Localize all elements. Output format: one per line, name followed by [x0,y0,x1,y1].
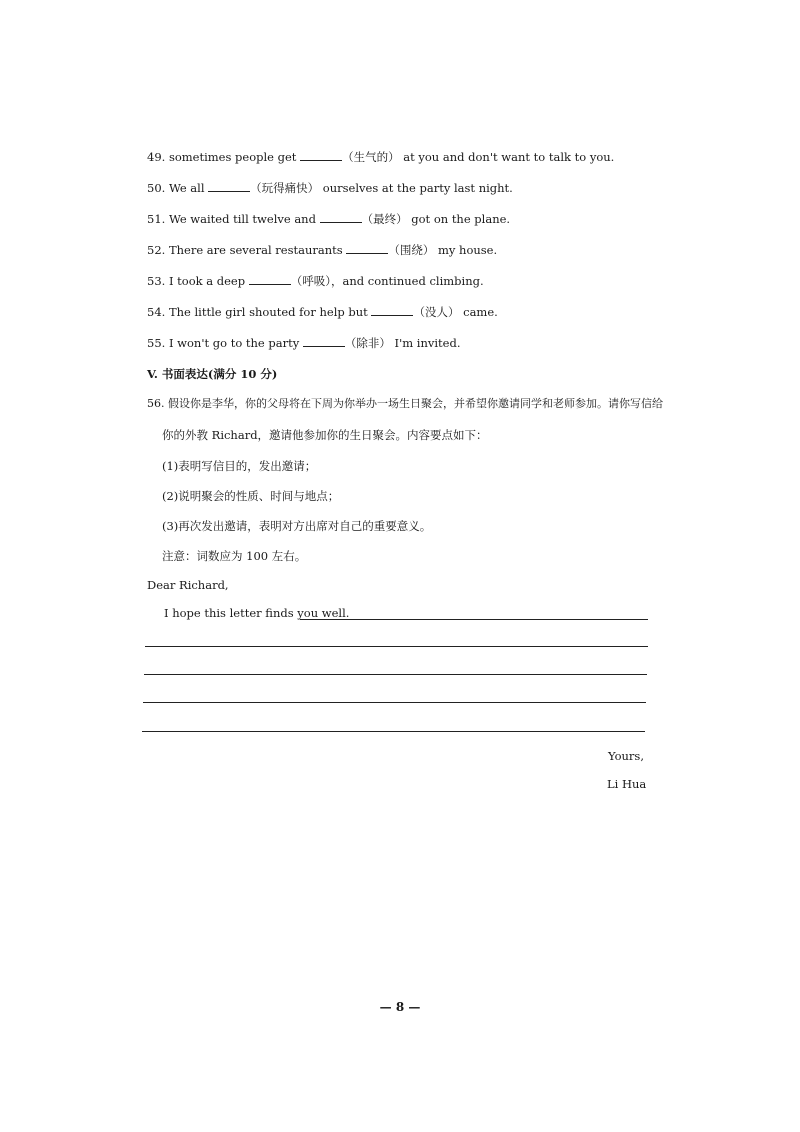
prompt-point-3: (3)再次发出邀请，表明对方出席对自己的重要意义。 [162,519,432,533]
letter-greeting: Dear Richard, [147,578,229,592]
answer-blank[interactable] [371,305,413,316]
question-51: 51. We waited till twelve and （最终） got on the plane. [147,212,511,226]
letter-opening: I hope this letter finds you well. [164,606,350,620]
answer-blank[interactable] [208,181,250,192]
section-heading: V. 书面表达(满分 10 分) [147,367,278,381]
writing-line[interactable] [144,674,647,675]
question-54: 54. The little girl shouted for help but （没人） came. [147,305,498,319]
page-number: — 8 — [379,1000,421,1014]
answer-blank[interactable] [249,274,291,285]
prompt-line-2: 你的外教 Richard，邀请他参加你的生日聚会。内容要点如下： [162,428,488,442]
answer-blank[interactable] [303,336,345,347]
writing-line[interactable] [142,731,645,732]
answer-blank[interactable] [320,212,362,223]
question-52: 52. There are several restaurants （围绕） my house. [147,243,498,257]
writing-line[interactable] [145,646,648,647]
prompt-line-1: 56. 假设你是李华，你的父母将在下周为你举办一场生日聚会，并希望你邀请同学和老师参加。请你写信给 [147,397,663,410]
question-53: 53. I took a deep （呼吸），and continued climbing. [147,274,484,288]
writing-line[interactable] [143,702,646,703]
prompt-note: 注意：词数应为 100 左右。 [162,549,307,563]
question-50: 50. We all （玩得痛快） ourselves at the party last night. [147,181,513,195]
prompt-point-1: (1)表明写信目的，发出邀请； [162,459,317,473]
writing-line[interactable] [300,619,648,620]
question-55: 55. I won't go to the party （除非） I'm invited. [147,336,461,350]
answer-blank[interactable] [300,150,342,161]
letter-signature: Li Hua [607,777,647,791]
answer-blank[interactable] [346,243,388,254]
prompt-point-2: (2)说明聚会的性质、时间与地点； [162,489,340,503]
question-49: 49. sometimes people get （生气的） at you and don't want to talk to you. [147,150,615,164]
letter-closing: Yours, [608,749,644,763]
